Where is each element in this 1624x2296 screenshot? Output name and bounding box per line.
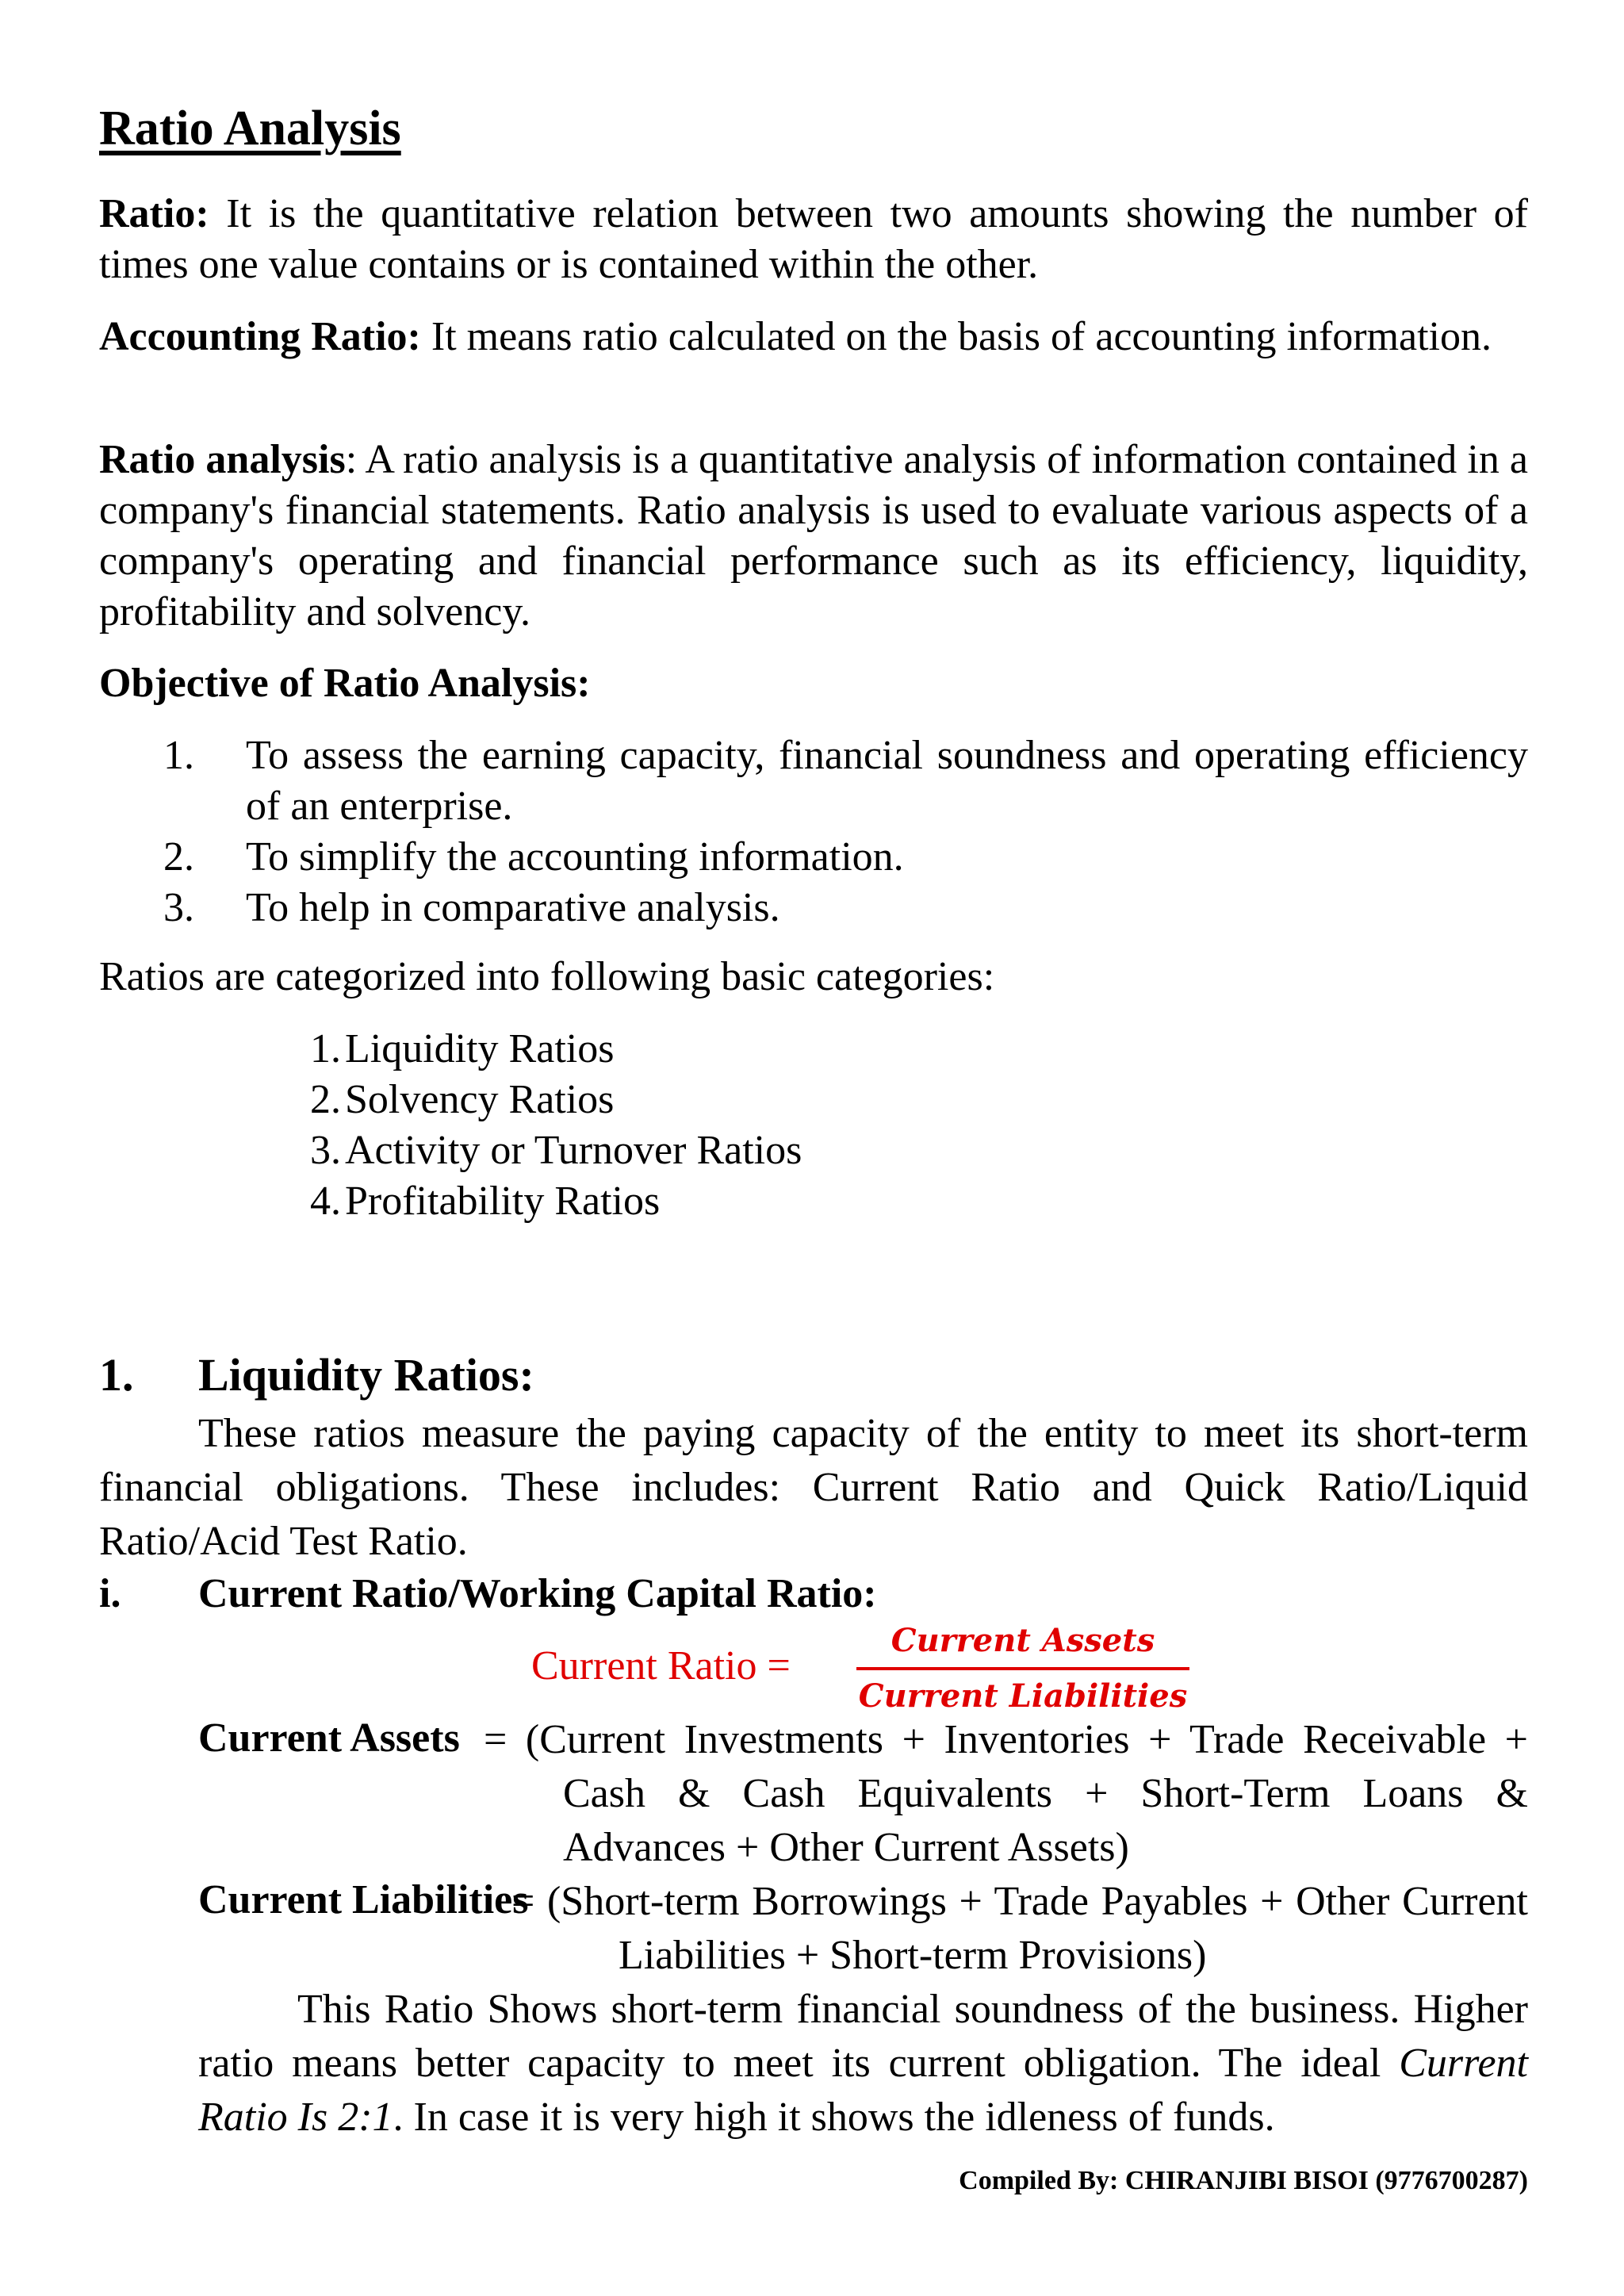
accounting-ratio-definition (99, 312, 1528, 362)
section-heading-liquidity (99, 1350, 1528, 1401)
current-liabilities-definition: = (Short-term Borrowings + Trade Payables + Other Current Liabilities + Short-term Provisions) (511, 1879, 1528, 1978)
ratio-analysis-label: Ratio analysis (99, 437, 346, 482)
fraction-bar (856, 1667, 1189, 1670)
document-page (99, 0, 1528, 2296)
list-text: To assess the earning capacity, financial soundness and operating efficiency of an enterprise. (246, 733, 1528, 829)
current-liabilities-label: Current Liabilities (198, 1877, 529, 1922)
categories-intro: Ratios are categorized into following basic categories: (99, 954, 995, 999)
accounting-ratio-label: Accounting Ratio: (99, 314, 421, 359)
list-number: 1. (163, 733, 194, 778)
formula-lhs: Current Ratio = (531, 1643, 791, 1688)
list-text: Activity or Turnover Ratios (345, 1128, 802, 1173)
paragraph-text: This Ratio Shows short-term financial soundness of the business. Higher ratio means better capacity to meet its current obligation. The ideal (198, 1987, 1528, 2086)
list-item (293, 1024, 1528, 1075)
section-title: Liquidity Ratios: (198, 1349, 534, 1401)
page-footer: Compiled By: CHIRANJIBI BISOI (9776700287) (959, 2166, 1528, 2195)
list-item (147, 730, 1528, 832)
list-text: Profitability Ratios (345, 1179, 661, 1224)
list-text: Solvency Ratios (345, 1077, 615, 1122)
ratio-definition (99, 189, 1528, 290)
objective-list (147, 730, 1528, 933)
accounting-ratio-text: It means ratio calculated on the basis of accounting information. (431, 314, 1492, 359)
list-item (147, 832, 1528, 883)
current-assets-label: Current Assets (198, 1715, 460, 1761)
list-text: To simplify the accounting information. (246, 834, 904, 880)
ratio-text: It is the quantitative relation between two amounts showing the number of times one value contains or is contained within the other. (99, 191, 1529, 287)
current-ratio-paragraph (198, 1983, 1528, 2145)
page-title: Ratio Analysis (99, 102, 401, 155)
list-text: Liquidity Ratios (345, 1026, 615, 1071)
ratio-label: Ratio: (99, 191, 209, 236)
categories-list (293, 1024, 1528, 1227)
objective-heading: Objective of Ratio Analysis: (99, 661, 591, 706)
list-item (293, 1176, 1528, 1227)
subsection-number: i. (99, 1571, 121, 1616)
list-number: 3. (163, 885, 194, 930)
ratio-analysis-text: : A ratio analysis is a quantitative analysis of information contained in a company's financial statements. Ratio analysis is used to evaluate various aspects of a company's operating and financial performance such as its efficiency, liquidity, profitability and solvency. (99, 437, 1528, 634)
list-item (293, 1075, 1528, 1125)
liquidity-paragraph: These ratios measure the paying capacity of the entity to meet its short-term financial obligations. These includes: Current Ratio and Quick Ratio/Liquid Ratio/Acid Test Ratio. (99, 1411, 1528, 1564)
list-number: 4. (310, 1179, 341, 1224)
formula-numerator: Current Assets (891, 1622, 1155, 1659)
list-item (293, 1125, 1528, 1176)
list-item (147, 883, 1528, 933)
list-number: 1. (310, 1026, 341, 1071)
subsection-heading-current-ratio (99, 1569, 1528, 1619)
current-assets-definition: = (Current Investments + Inventories + Trade Receivable + Cash & Cash Equivalents + Short-Term Loans & Advances + Other Current Assets) (484, 1717, 1528, 1870)
ideal-ratio-text: Current Ratio Is 2:1 (198, 2041, 1529, 2140)
formula-denominator: Current Liabilities (858, 1677, 1188, 1715)
section-number: 1. (99, 1349, 134, 1401)
list-number: 3. (310, 1128, 341, 1173)
formula-fraction (856, 1621, 1189, 1716)
list-number: 2. (163, 834, 194, 880)
list-number: 2. (310, 1077, 341, 1122)
subsection-title: Current Ratio/Working Capital Ratio: (198, 1571, 877, 1616)
list-text: To help in comparative analysis. (246, 885, 780, 930)
paragraph-text-end: . In case it is very high it shows the idleness of funds. (393, 2095, 1275, 2140)
ratio-analysis-definition (99, 435, 1528, 638)
